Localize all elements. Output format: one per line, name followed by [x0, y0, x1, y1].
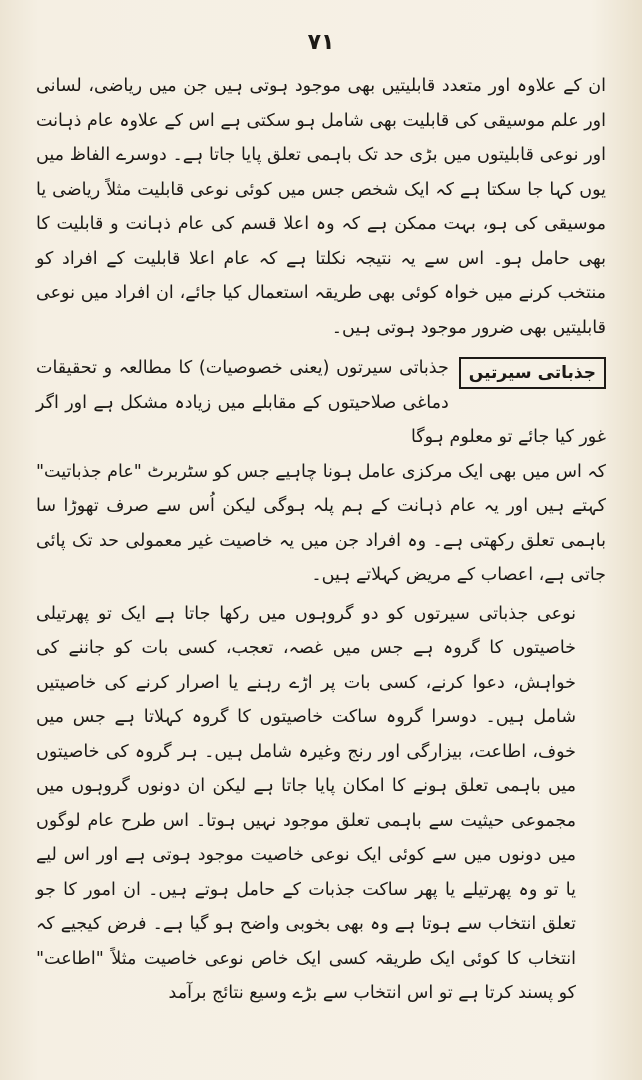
paragraph-specific-emotional-traits: نوعی جذباتی سیرتوں کو دو گروہوں میں رکھا جاتا ہے ایک تو پھرتیلی خاصیتوں کا گروہ ہے جس میں غصہ، تعجب، کسی بات کو جاننے کی خواہش، دعوا کرنے، کسی بات پر اڑے رہنے یا اصرار کرنے کی خاصیتیں شامل ہیں۔ دوسرا گروہ ساکت خاصیتوں کا گروہ کہلاتا ہے جس میں خوف، اطاعت، بیزارگی اور رنج وغیرہ شامل ہیں۔ ہر گروہ کی خاصیتوں میں باہمی تعلق ہونے کا امکان پایا جاتا ہے لیکن ان دونوں گروہوں میں مجموعی حیثیت سے باہمی تعلق موجود نہیں ہوتا۔ اس طرح عام لوگوں میں دونوں میں سے کوئی ایک نوعی خاصیت موجود ہوتی ہے اور اس لیے یا تو وہ پھرتیلے یا پھر ساکت جذبات کے حامل ہوتے ہیں۔ ان امور کا جو تعلق انتخاب سے ہوتا ہے وہ بھی بخوبی واضح ہو گیا ہے۔ فرض کیجیے کہ انتخاب کا کوئی ایک طریقہ کسی ایک خاص نوعی خاصیت مثلاً "اطاعت" کو پسند کرتا ہے تو اس انتخاب سے بڑے وسیع نتائج برآمد: [36, 603, 576, 1003]
page-number: ۷۱: [307, 30, 335, 55]
section-intro-text: جذباتی سیرتوں (یعنی خصوصیات) کا مطالعہ و تحقیقات دماغی صلاحیتوں کے مقابلے میں زیادہ مشکل ہے اور اگر غور کیا جائے تو معلوم ہوگا: [36, 358, 606, 447]
page-body: [36, 69, 606, 1011]
side-heading-box: جذباتی سیرتیں: [459, 357, 606, 389]
paragraph-general-emotionality: کہ اس میں بھی ایک مرکزی عامل ہونا چاہیے جس کو سٹربرٹ "عام جذباتیت" کہتے ہیں اور یہ عام ذہانت کے ہم پلہ ہوگی لیکن اُس سے صرف تھوڑا سا باہمی تعلق رکھتی ہے۔ وہ افراد جن میں یہ خاصیت غیر معمولی حد تک پائی جاتی ہے، اعصاب کے مریض کہلاتے ہیں۔: [36, 461, 606, 585]
section-emotional-traits: [36, 351, 606, 455]
paragraph-abilities: ان کے علاوہ اور متعدد قابلیتیں بھی موجود ہوتی ہیں جن میں ریاضی، لسانی اور علم موسیقی کی قابلیت بھی شامل ہو سکتی ہے اس کے علاوہ عام ذہانت اور نوعی قابلیتوں میں بڑی حد تک باہمی تعلق پایا جاتا ہے۔ دوسرے الفاظ میں یوں کہا جا سکتا ہے کہ ایک شخص جس میں کوئی نوعی قابلیت مثلاً ریاضی یا موسیقی کی ہو، بہت ممکن ہے کہ وہ اعلا قسم کی عام ذہانت و قابلیت کا بھی حامل ہو۔ اس سے یہ نتیجہ نکلتا ہے کہ عام اعلا قابلیت کے افراد کو منتخب کرنے میں خواہ کوئی بھی طریقہ استعمال کیا جائے، ان افراد میں نوعی قابلیتیں بھی ضرور موجود ہوتی ہیں۔: [36, 76, 606, 338]
